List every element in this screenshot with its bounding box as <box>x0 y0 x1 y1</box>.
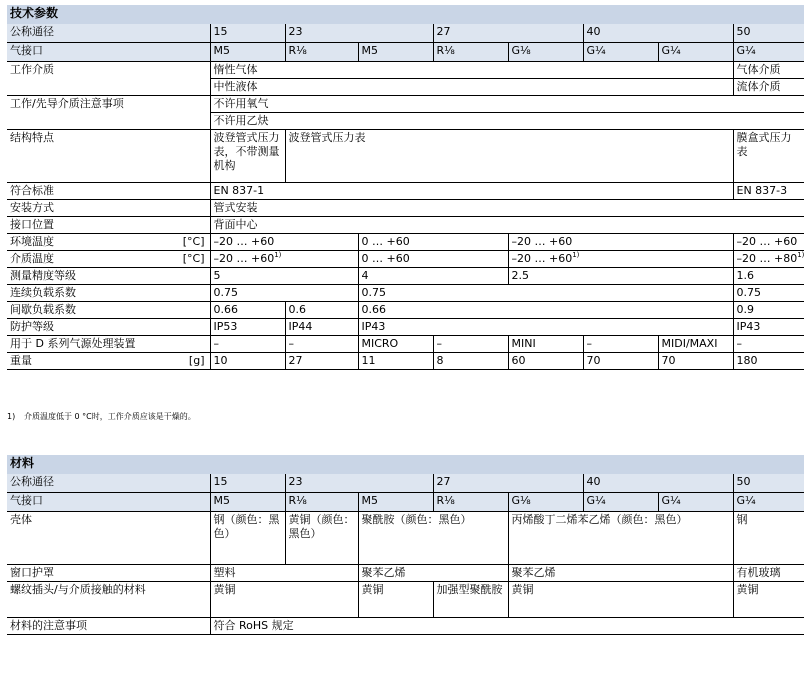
footnote-ref: 1) <box>572 251 580 259</box>
table-cell: 波登管式压力表，不带测量机构 <box>210 130 285 183</box>
table-cell: 180 <box>733 353 804 370</box>
table-cell: 聚苯乙烯 <box>508 565 733 582</box>
table-cell: 黄铜（颜色：黑色） <box>285 512 358 565</box>
size-header: 40 <box>583 24 733 43</box>
cell-value: –20 … +80 <box>736 252 798 265</box>
row-label: 接口位置 <box>7 217 210 234</box>
table-cell: 丙烯酸丁二烯苯乙烯（颜色：黑色） <box>508 512 733 565</box>
table-cell: 0.75 <box>733 285 804 302</box>
materials-table <box>7 455 804 635</box>
size-header: 50 <box>733 24 804 43</box>
port-cell: R⅛ <box>433 493 508 512</box>
port-cell: R⅛ <box>285 43 358 62</box>
table-cell: –20 … +60 <box>508 234 733 251</box>
table-cell: 0.75 <box>210 285 358 302</box>
unit-label: [°C] <box>182 252 205 265</box>
table-cell: 钢（颜色：黑色） <box>210 512 285 565</box>
row-label <box>7 251 210 268</box>
row-label: 气接口 <box>7 493 210 512</box>
row-label: 壳体 <box>7 512 210 565</box>
table-cell: 27 <box>285 353 358 370</box>
table-cell: – <box>583 336 658 353</box>
table-cell: MINI <box>508 336 583 353</box>
row-label-text: 环境温度 <box>10 235 54 248</box>
table-cell: 管式安装 <box>210 200 804 217</box>
row-label: 防护等级 <box>7 319 210 336</box>
table-cell: EN 837-1 <box>210 183 733 200</box>
cell-value: –20 … +60 <box>511 252 573 265</box>
port-cell: G¼ <box>658 493 733 512</box>
table-cell: 2.5 <box>508 268 733 285</box>
table-cell <box>508 251 733 268</box>
table-cell: 0.6 <box>285 302 358 319</box>
table-cell: 黄铜 <box>210 582 358 618</box>
table-cell: 11 <box>358 353 433 370</box>
row-label <box>7 234 210 251</box>
technical-data-table <box>7 5 804 370</box>
table-cell: 聚酰胺（颜色：黑色） <box>358 512 508 565</box>
port-cell: M5 <box>358 43 433 62</box>
row-label: 工作介质 <box>7 62 210 96</box>
row-label: 连续负载系数 <box>7 285 210 302</box>
size-header: 27 <box>433 24 583 43</box>
row-label <box>7 353 210 370</box>
table-cell: 0.66 <box>358 302 733 319</box>
table-cell <box>733 251 804 268</box>
table-cell: – <box>285 336 358 353</box>
table-cell: 8 <box>433 353 508 370</box>
table-cell: 膜盒式压力表 <box>733 130 804 183</box>
table-cell: MIDI/MAXI <box>658 336 733 353</box>
footnote-number: 1) <box>7 412 16 421</box>
table-cell: – <box>433 336 508 353</box>
port-cell: G¼ <box>583 43 658 62</box>
table-cell: 聚苯乙烯 <box>358 565 508 582</box>
table-cell: 惰性气体 <box>210 62 733 79</box>
table-cell <box>210 251 358 268</box>
unit-label: [°C] <box>182 235 205 248</box>
table-cell: 波登管式压力表 <box>285 130 733 183</box>
row-label: 符合标准 <box>7 183 210 200</box>
table-cell: IP44 <box>285 319 358 336</box>
table-cell: – <box>210 336 285 353</box>
table-cell: 60 <box>508 353 583 370</box>
port-cell: G⅛ <box>508 43 583 62</box>
row-label: 材料的注意事项 <box>7 618 210 635</box>
table-cell: 5 <box>210 268 358 285</box>
port-cell: G¼ <box>733 43 804 62</box>
table-cell: IP43 <box>358 319 733 336</box>
row-label: 螺纹插头/与介质接触的材料 <box>7 582 210 618</box>
size-header: 40 <box>583 474 733 493</box>
table-cell: – <box>733 336 804 353</box>
row-label: 安装方式 <box>7 200 210 217</box>
table-cell: 加强型聚酰胺 <box>433 582 508 618</box>
row-label: 公称通径 <box>7 474 210 493</box>
table-cell: 70 <box>583 353 658 370</box>
port-cell: M5 <box>210 493 285 512</box>
cell-value: –20 … +60 <box>213 252 275 265</box>
row-label: 用于 D 系列气源处理装置 <box>7 336 210 353</box>
table-cell: 气体介质 <box>733 62 804 79</box>
row-label-text: 重量 <box>10 354 32 367</box>
footnote-ref: 1) <box>797 251 804 259</box>
section-title: 技术参数 <box>7 5 804 24</box>
section-title: 材料 <box>7 455 804 474</box>
size-header: 23 <box>285 474 433 493</box>
table-cell: 塑料 <box>210 565 358 582</box>
table-cell: 不许用乙炔 <box>210 113 804 130</box>
row-label: 工作/先导介质注意事项 <box>7 96 210 130</box>
table-cell: –20 … +60 <box>210 234 358 251</box>
table-cell: –20 … +60 <box>733 234 804 251</box>
row-label: 结构特点 <box>7 130 210 183</box>
table-cell: 10 <box>210 353 285 370</box>
table-cell: 流体介质 <box>733 79 804 96</box>
size-header: 15 <box>210 474 285 493</box>
table-cell: 黄铜 <box>733 582 804 618</box>
port-cell: G¼ <box>583 493 658 512</box>
footnote <box>7 412 196 422</box>
table-cell: 黄铜 <box>508 582 733 618</box>
table-cell: MICRO <box>358 336 433 353</box>
port-cell: R⅛ <box>285 493 358 512</box>
table-cell: IP43 <box>733 319 804 336</box>
footnote-text: 介质温度低于 0 °C时，工作介质应该是干燥的。 <box>24 412 196 421</box>
row-label: 测量精度等级 <box>7 268 210 285</box>
size-header: 23 <box>285 24 433 43</box>
table-cell: 0.66 <box>210 302 285 319</box>
footnote-ref: 1) <box>274 251 282 259</box>
table-cell: 0 … +60 <box>358 251 508 268</box>
port-cell: G¼ <box>658 43 733 62</box>
row-label: 间歇负载系数 <box>7 302 210 319</box>
table-cell: 黄铜 <box>358 582 433 618</box>
table-cell: 0.9 <box>733 302 804 319</box>
table-cell: 0.75 <box>358 285 733 302</box>
table-cell: 70 <box>658 353 733 370</box>
table-cell: 有机玻璃 <box>733 565 804 582</box>
row-label: 窗口护罩 <box>7 565 210 582</box>
table-cell: 钢 <box>733 512 804 565</box>
row-label-text: 介质温度 <box>10 252 54 265</box>
port-cell: M5 <box>358 493 433 512</box>
table-cell: 4 <box>358 268 508 285</box>
table-cell: 背面中心 <box>210 217 804 234</box>
port-cell: G¼ <box>733 493 804 512</box>
row-label: 气接口 <box>7 43 210 62</box>
table-cell: 中性液体 <box>210 79 733 96</box>
table-cell: 不许用氧气 <box>210 96 804 113</box>
table-cell: 0 … +60 <box>358 234 508 251</box>
size-header: 27 <box>433 474 583 493</box>
table-cell: EN 837-3 <box>733 183 804 200</box>
table-cell: 符合 RoHS 规定 <box>210 618 804 635</box>
port-cell: G⅛ <box>508 493 583 512</box>
unit-label: [g] <box>188 354 205 367</box>
size-header: 15 <box>210 24 285 43</box>
port-cell: M5 <box>210 43 285 62</box>
table-cell: 1.6 <box>733 268 804 285</box>
port-cell: R⅛ <box>433 43 508 62</box>
row-label: 公称通径 <box>7 24 210 43</box>
table-cell: IP53 <box>210 319 285 336</box>
size-header: 50 <box>733 474 804 493</box>
